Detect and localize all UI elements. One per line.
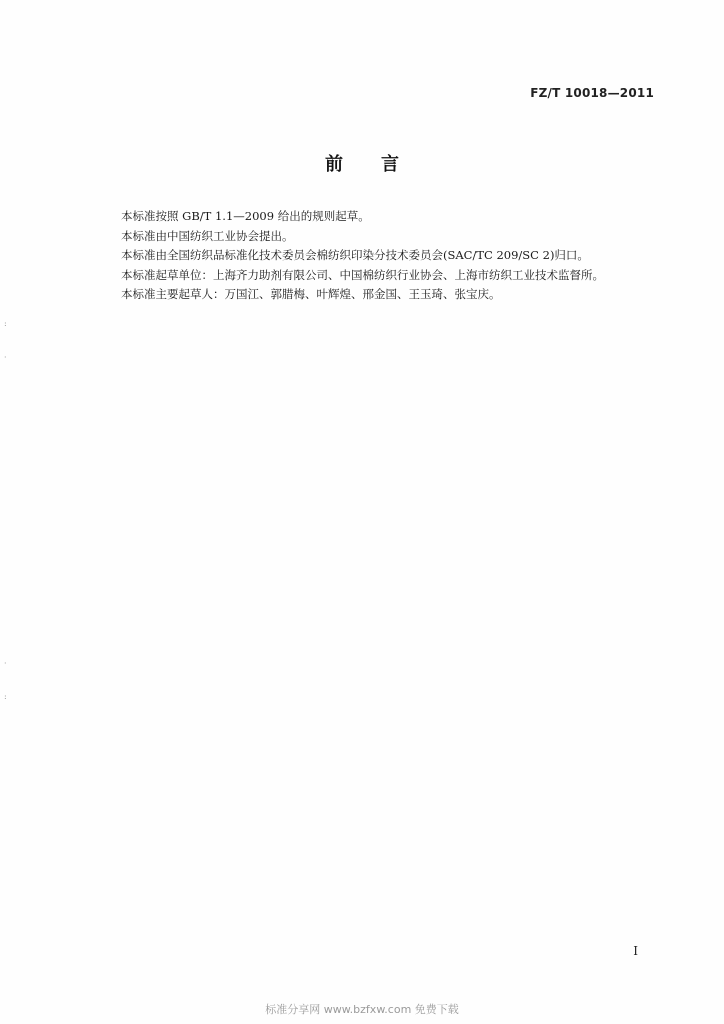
- scan-artifact: ·: [4, 659, 7, 668]
- foreword-body: [121, 207, 661, 305]
- paragraph-administrator: 本标准由全国纺织品标准化技术委员会棉纺织印染分技术委员会(SAC/TC 209/SC 2)归口。: [121, 248, 589, 262]
- page-title: 前言: [325, 154, 437, 175]
- standard-code: FZ/T 10018—2011: [530, 86, 654, 100]
- paragraph-proposer: 本标准由中国纺织工业协会提出。: [121, 228, 294, 243]
- site-watermark: 标准分享网 www.bzfxw.com 免费下载: [265, 1003, 459, 1016]
- scan-artifact: :: [4, 319, 7, 328]
- scan-artifact: :: [4, 692, 7, 701]
- paragraph-drafting-rules: 本标准按照 GB/T 1.1—2009 给出的规则起草。: [121, 209, 370, 223]
- paragraph-drafting-units: 本标准起草单位：上海齐力助剂有限公司、中国棉纺织行业协会、上海市纺织工业技术监督所。: [121, 267, 604, 282]
- scan-artifact: ·: [4, 353, 7, 362]
- paragraph-drafters: 本标准主要起草人：万国江、郭腊梅、叶辉煌、邢金国、王玉琦、张宝庆。: [121, 287, 501, 301]
- page-number: I: [633, 944, 638, 958]
